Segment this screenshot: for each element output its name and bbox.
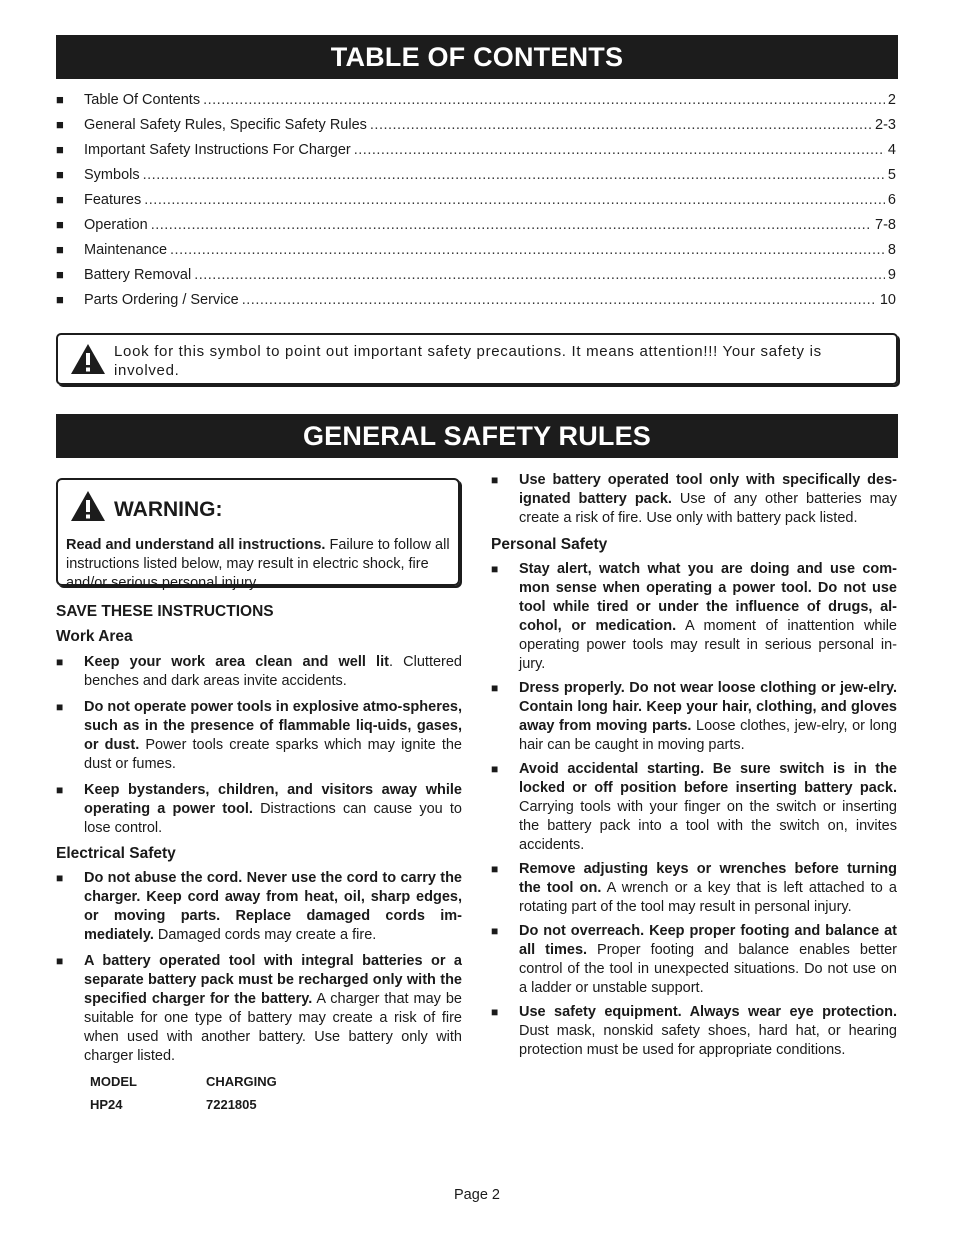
work-area-heading: Work Area — [56, 628, 133, 645]
notice-text: Look for this symbol to point out important safety precautions. It means attention!!! Your safety is involved. — [114, 343, 822, 379]
bullet-square-icon: ■ — [56, 954, 64, 968]
bullet-square-icon: ■ — [491, 1005, 499, 1019]
rule-item — [56, 698, 462, 774]
left-column — [56, 470, 462, 1116]
rule-item — [491, 560, 897, 674]
rule-text: Power tools create sparks which may ignite the dust or fumes. — [84, 737, 462, 772]
toc-item[interactable] — [56, 142, 896, 167]
toc-item-page: 2-3 — [875, 117, 896, 133]
toc-leader-dots — [151, 217, 872, 233]
rule-text: Proper footing and balance enables better control of the tool in unexpected situations. Do not use on a ladder or unstable support. — [519, 942, 897, 996]
toc-leader-dots — [370, 117, 872, 133]
toc-leader-dots — [194, 267, 885, 283]
rule-item — [56, 952, 462, 1066]
rule-bold: Do not abuse the cord. Never use the cord to carry the charger. Keep cord away from heat, oil, sharp edges, or moving parts. Replace damaged cords im-mediately. — [84, 870, 462, 943]
bullet-square-icon: ■ — [56, 783, 64, 797]
bullet-square-icon: ■ — [56, 655, 64, 669]
toc-item[interactable] — [56, 267, 896, 292]
toc-leader-dots — [170, 242, 885, 258]
bullet-square-icon: ■ — [56, 242, 64, 257]
toc-item[interactable] — [56, 117, 896, 142]
toc-item[interactable] — [56, 92, 896, 117]
warning-box — [56, 478, 460, 591]
toc-item-page: 2 — [887, 92, 896, 108]
rule-bold: Do not overreach. Keep proper footing and balance at all times. — [519, 923, 897, 958]
bullet-square-icon: ■ — [56, 192, 64, 207]
rule-item — [491, 679, 897, 755]
toc-leader-dots — [203, 92, 885, 108]
rule-text: A moment of inattention while operating power tools may result in serious personal in-jury. — [519, 618, 897, 672]
rule-bold: A battery operated tool with integral batteries or a separate battery pack must be recharged only with the specified charger for the battery. — [84, 953, 462, 1007]
toc-item-page: 10 — [879, 292, 896, 308]
rule-item — [491, 922, 897, 998]
warning-text — [66, 536, 454, 593]
personal-safety-heading: Personal Safety — [491, 536, 608, 553]
toc-item[interactable] — [56, 217, 896, 242]
toc-item-title: General Safety Rules, Specific Safety Rules — [84, 117, 367, 133]
toc-item-title: Parts Ordering / Service — [84, 292, 239, 308]
table-cell: 7221805 — [206, 1097, 257, 1112]
bullet-square-icon: ■ — [491, 924, 499, 938]
rule-bold: Do not operate power tools in explosive atmo-spheres, such as in the presence of flammable liq-uids, gases, or dust. — [84, 699, 462, 753]
toc-item-title: Table Of Contents — [84, 92, 201, 108]
bullet-square-icon: ■ — [56, 142, 64, 157]
toc-item-title: Symbols — [84, 167, 140, 183]
general-safety-banner-title: GENERAL SAFETY RULES — [56, 414, 898, 458]
rule-text: A wrench or a key that is left attached to a rotating part of the tool may result in personal injury. — [519, 880, 897, 915]
toc-item-title: Maintenance — [84, 242, 168, 258]
toc-leader-dots — [144, 192, 885, 208]
bullet-square-icon: ■ — [491, 473, 499, 487]
toc-item-page: 7-8 — [875, 217, 896, 233]
table-header: CHARGING — [206, 1074, 277, 1089]
rule-item — [56, 869, 462, 945]
page-number: Page 2 — [454, 1187, 500, 1203]
rule-text: Carrying tools with your finger on the switch or inserting the battery pack into a tool with the switch on, invites accidents. — [519, 799, 897, 853]
model-charger-table — [90, 1070, 277, 1116]
table-header: MODEL — [90, 1074, 137, 1089]
toc-leader-dots — [143, 167, 885, 183]
toc-banner-title: TABLE OF CONTENTS — [56, 35, 898, 79]
warning-triangle-icon — [70, 490, 106, 528]
bullet-square-icon: ■ — [491, 762, 499, 776]
toc-item-page: 8 — [887, 242, 896, 258]
toc-item-title: Battery Removal — [84, 267, 192, 283]
bullet-square-icon: ■ — [56, 700, 64, 714]
rule-bold: Stay alert, watch what you are doing and use com-mon sense when operating a power tool. Do not use tool while tired or under the influence of drugs, al-cohol, or medication. — [519, 561, 897, 634]
warning-body: Failure to follow all instructions listed below, may result in electric shock, fire and/or serious personal injury. — [66, 537, 450, 591]
bullet-square-icon: ■ — [56, 292, 64, 307]
bullet-square-icon: ■ — [491, 681, 499, 695]
rule-item — [491, 860, 897, 917]
toc-item-title: Important Safety Instructions For Charger — [84, 142, 351, 158]
warning-triangle-icon — [70, 343, 106, 380]
table-cell: HP24 — [90, 1097, 123, 1112]
bullet-square-icon: ■ — [491, 562, 499, 576]
rule-bold: Keep bystanders, children, and visitors away while operating a power tool. — [84, 782, 462, 817]
rule-item — [491, 471, 897, 528]
rule-item — [56, 781, 462, 838]
toc-item-page: 9 — [887, 267, 896, 283]
bullet-square-icon: ■ — [56, 217, 64, 232]
toc-item[interactable] — [56, 192, 896, 217]
rule-text: Distractions can cause you to lose control. — [84, 801, 462, 836]
table-row — [90, 1093, 277, 1116]
rule-text: . Cluttered benches and dark areas invite accidents. — [84, 654, 462, 689]
toc-item-page: 4 — [887, 142, 896, 158]
table-header-row — [90, 1070, 277, 1093]
rule-text: Loose clothes, jew-elry, or long hair can be caught in moving parts. — [519, 718, 897, 753]
toc-item[interactable] — [56, 167, 896, 192]
rule-item — [491, 1003, 897, 1060]
save-instructions-heading: SAVE THESE INSTRUCTIONS — [56, 603, 274, 620]
bullet-square-icon: ■ — [56, 871, 64, 885]
rule-text: Dust mask, nonskid safety shoes, hard hat, or hearing protection must be used for appropriate conditions. — [519, 1023, 897, 1058]
warning-title: WARNING: — [114, 497, 223, 521]
rule-bold: Dress properly. Do not wear loose clothing or jew-elry. Contain long hair. Keep your hair, clothing, and gloves away from moving parts. — [519, 680, 897, 734]
rule-bold: Use safety equipment. Always wear eye protection. — [519, 1004, 897, 1020]
right-column — [491, 471, 897, 1060]
toc-item[interactable] — [56, 292, 896, 317]
bullet-square-icon: ■ — [56, 92, 64, 107]
electrical-safety-heading: Electrical Safety — [56, 845, 176, 862]
toc-item-page: 5 — [887, 167, 896, 183]
bullet-square-icon: ■ — [56, 117, 64, 132]
bullet-square-icon: ■ — [56, 267, 64, 282]
rule-item — [491, 760, 897, 855]
rule-text: Damaged cords may create a fire. — [153, 927, 377, 943]
toc-leader-dots — [242, 292, 877, 308]
rule-item — [56, 653, 462, 691]
toc-leader-dots — [354, 142, 885, 158]
toc-item-title: Features — [84, 192, 142, 208]
toc-list — [56, 92, 896, 317]
rule-bold: Remove adjusting keys or wrenches before turning the tool on. — [519, 861, 897, 896]
rule-bold: Keep your work area clean and well lit — [84, 654, 389, 670]
warning-lead: Read and understand all instructions. — [66, 537, 326, 553]
rule-bold: Avoid accidental starting. Be sure switch is in the locked or off position before inserting battery pack. — [519, 761, 897, 796]
rule-text: Use of any other batteries may create a risk of fire. Use only with battery pack listed. — [519, 491, 897, 526]
toc-item[interactable] — [56, 242, 896, 267]
bullet-square-icon: ■ — [56, 167, 64, 182]
toc-item-title: Operation — [84, 217, 148, 233]
toc-item-page: 6 — [887, 192, 896, 208]
bullet-square-icon: ■ — [491, 862, 499, 876]
rule-bold: Use battery operated tool only with specifically des-ignated battery pack. — [519, 472, 897, 507]
rule-text: A charger that may be suitable for one type of battery may create a risk of fire when used with another battery. Use battery only with charger listed. — [84, 991, 462, 1064]
safety-symbol-notice — [56, 333, 898, 385]
